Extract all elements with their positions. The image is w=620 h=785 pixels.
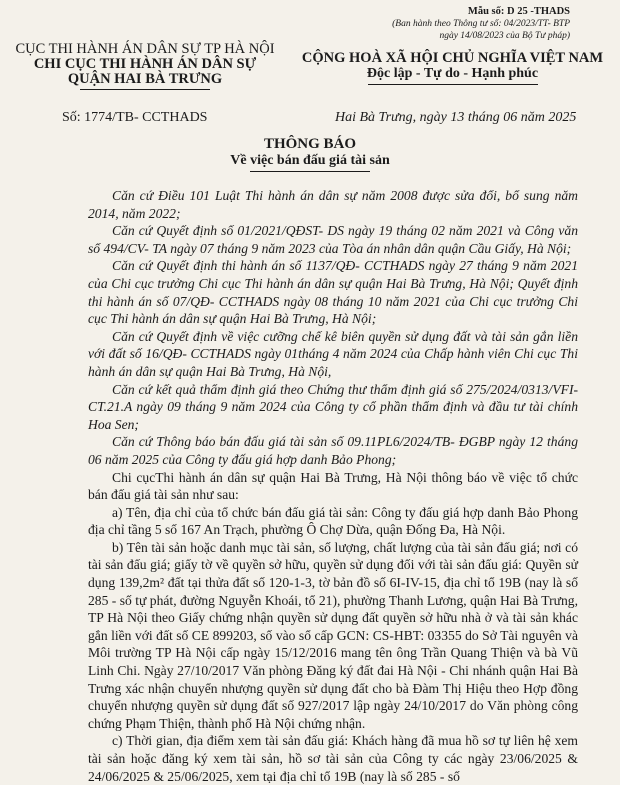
item-a-paragraph: a) Tên, địa chỉ của tổ chức bán đấu giá tài sản: Công ty đấu giá hợp danh Bảo Phong địa chỉ tầng 5 số 167 An Trạch, phường Ô Chợ Dừa, quận Đống Đa, Hà Nội. xyxy=(88,504,578,538)
national-header xyxy=(285,50,620,85)
document-body xyxy=(88,187,578,785)
basis-paragraph: Căn cứ Quyết định thi hành án số 1137/QĐ- CCTHADS ngày 27 tháng 9 năm 2021 của Chi cục trưởng Chi cục Thi hành án dân sự quận Hai Bà Trưng, Hà Nội; Quyết định thi hành án số 07/QĐ- CCTHADS ngày 08 tháng 10 năm 2021 của Chi cục trưởng Chi cục Thi hành án dân sự quận Hai Bà Trưng, Hà Nội; xyxy=(88,258,578,327)
form-code: Mẫu số: D 25 -THADS xyxy=(467,6,570,17)
document-date: Hai Bà Trưng, ngày 13 tháng 06 năm 2025 xyxy=(335,110,577,125)
basis-paragraph: Căn cứ Điều 101 Luật Thi hành án dân sự năm 2008 được sửa đổi, bổ sung năm 2014, năm 2022; xyxy=(88,188,578,221)
document-subject xyxy=(0,153,620,172)
basis-paragraph: Căn cứ Quyết định về việc cưỡng chế kê biên quyền sử dụng đất và tài sản gắn liền với đất số 16/QĐ- CCTHADS ngày 01tháng 4 năm 2024 của Chấp hành viên Chi cục Thi hành án dân sự quận Hai Bà Trưng, Hà Nội, xyxy=(88,328,578,379)
basis-paragraph: Căn cứ kết quả thẩm định giá theo Chứng thư thẩm định giá số 275/2024/0313/VFI- CT.21.A ngày 09 tháng 9 năm 2024 của Công ty cổ phần thẩm định và đầu tư tài chính Hoa Sen; xyxy=(88,381,578,432)
agency-name: CHI CỤC THI HÀNH ÁN DÂN SỰ xyxy=(33,56,257,72)
form-issued-by: (Ban hành theo Thông tư số: 04/2023/TT- BTP xyxy=(392,19,570,29)
motto-underline xyxy=(368,84,538,85)
agency-header xyxy=(0,42,290,90)
intro-paragraph: Chi cụcThi hành án dân sự quận Hai Bà Trưng, Hà Nội thông báo về việc tổ chức bán đấu giá tài sản như sau: xyxy=(88,469,578,503)
form-code-block xyxy=(392,6,570,42)
subject-text: Về việc bán đấu giá tài sản xyxy=(230,153,390,168)
agency-underline xyxy=(80,89,210,90)
basis-paragraph: Căn cứ Thông báo bán đấu giá tài sản số 09.11PL6/2024/TB- ĐGBP ngày 12 tháng 06 năm 2025 của Công ty đấu giá hợp danh Bảo Phong; xyxy=(88,434,578,467)
national-motto: Độc lập - Tự do - Hạnh phúc xyxy=(366,66,539,81)
agency-parent: CỤC THI HÀNH ÁN DÂN SỰ TP HÀ NỘI xyxy=(15,41,275,57)
document-number: Số: 1774/TB- CCTHADS xyxy=(62,110,208,125)
agency-district: QUẬN HAI BÀ TRƯNG xyxy=(67,71,223,87)
basis-paragraph: Căn cứ Quyết định số 01/2021/QĐST- DS ngày 19 tháng 02 năm 2021 và Công văn số 494/CV- TA ngày 07 tháng 9 năm 2023 của Tòa án nhân dân quận Cầu Giấy, Hà Nội; xyxy=(88,223,578,256)
item-b-paragraph: b) Tên tài sản hoặc danh mục tài sản, số lượng, chất lượng của tài sản đấu giá; nơi có tài sản đấu giá; giấy tờ về quyền sở hữu, quyền sử dụng đối với tài sản đấu giá: Quyền sử dụng 139,2m² đất tại thửa đất số 120-1-3, tờ bản đồ số 6I-IV-15, địa chỉ tổ 19B (nay là số 285 - số tự phát, đường Nguyễn Khoái, tổ 21), phường Thanh Lương, quận Hai Bà Trưng, TP Hà Nội theo Giấy chứng nhận quyền sử dụng đất quyền sở hữu nhà ở và tài sản khác gắn liền với đất số CE 899203, số vào sổ cấp GCN: CS-HBT: 03355 do Sở Tài nguyên và Môi trường TP Hà Nội cấp ngày 15/12/2016 mang tên ông Trần Quang Thiện và bà Vũ Linh Chi. Ngày 27/10/2017 Văn phòng Đăng ký đất đai Hà Nội - Chi nhánh quận Hai Bà Trưng xác nhận chuyển nhượng quyền sử dụng đất cho bà Đàm Thị Hiệu theo Hợp đồng chuyển nhượng quyền sử dụng đất số 927/2017 lập ngày 24/10/2017 do Văn phòng công chứng Phạm Thiện, thành phố Hà Nội chứng nhận. xyxy=(88,539,578,731)
form-issued-date: ngày 14/08/2023 của Bộ Tư pháp) xyxy=(439,31,570,41)
subject-underline xyxy=(250,171,370,172)
national-name: CỘNG HOÀ XÃ HỘI CHỦ NGHĨA VIỆT NAM xyxy=(301,50,604,66)
document-title: THÔNG BÁO xyxy=(263,136,357,152)
item-c-paragraph: c) Thời gian, địa điểm xem tài sản đấu giá: Khách hàng đã mua hồ sơ tự liên hệ xem tài sản hoặc đăng ký xem tài sản, hồ sơ tài sản của Công ty các ngày 23/06/2025 & 24/06/2025 & 25/06/2025, xem tại địa chỉ tổ 19B (nay là số 285 - số xyxy=(88,733,578,784)
